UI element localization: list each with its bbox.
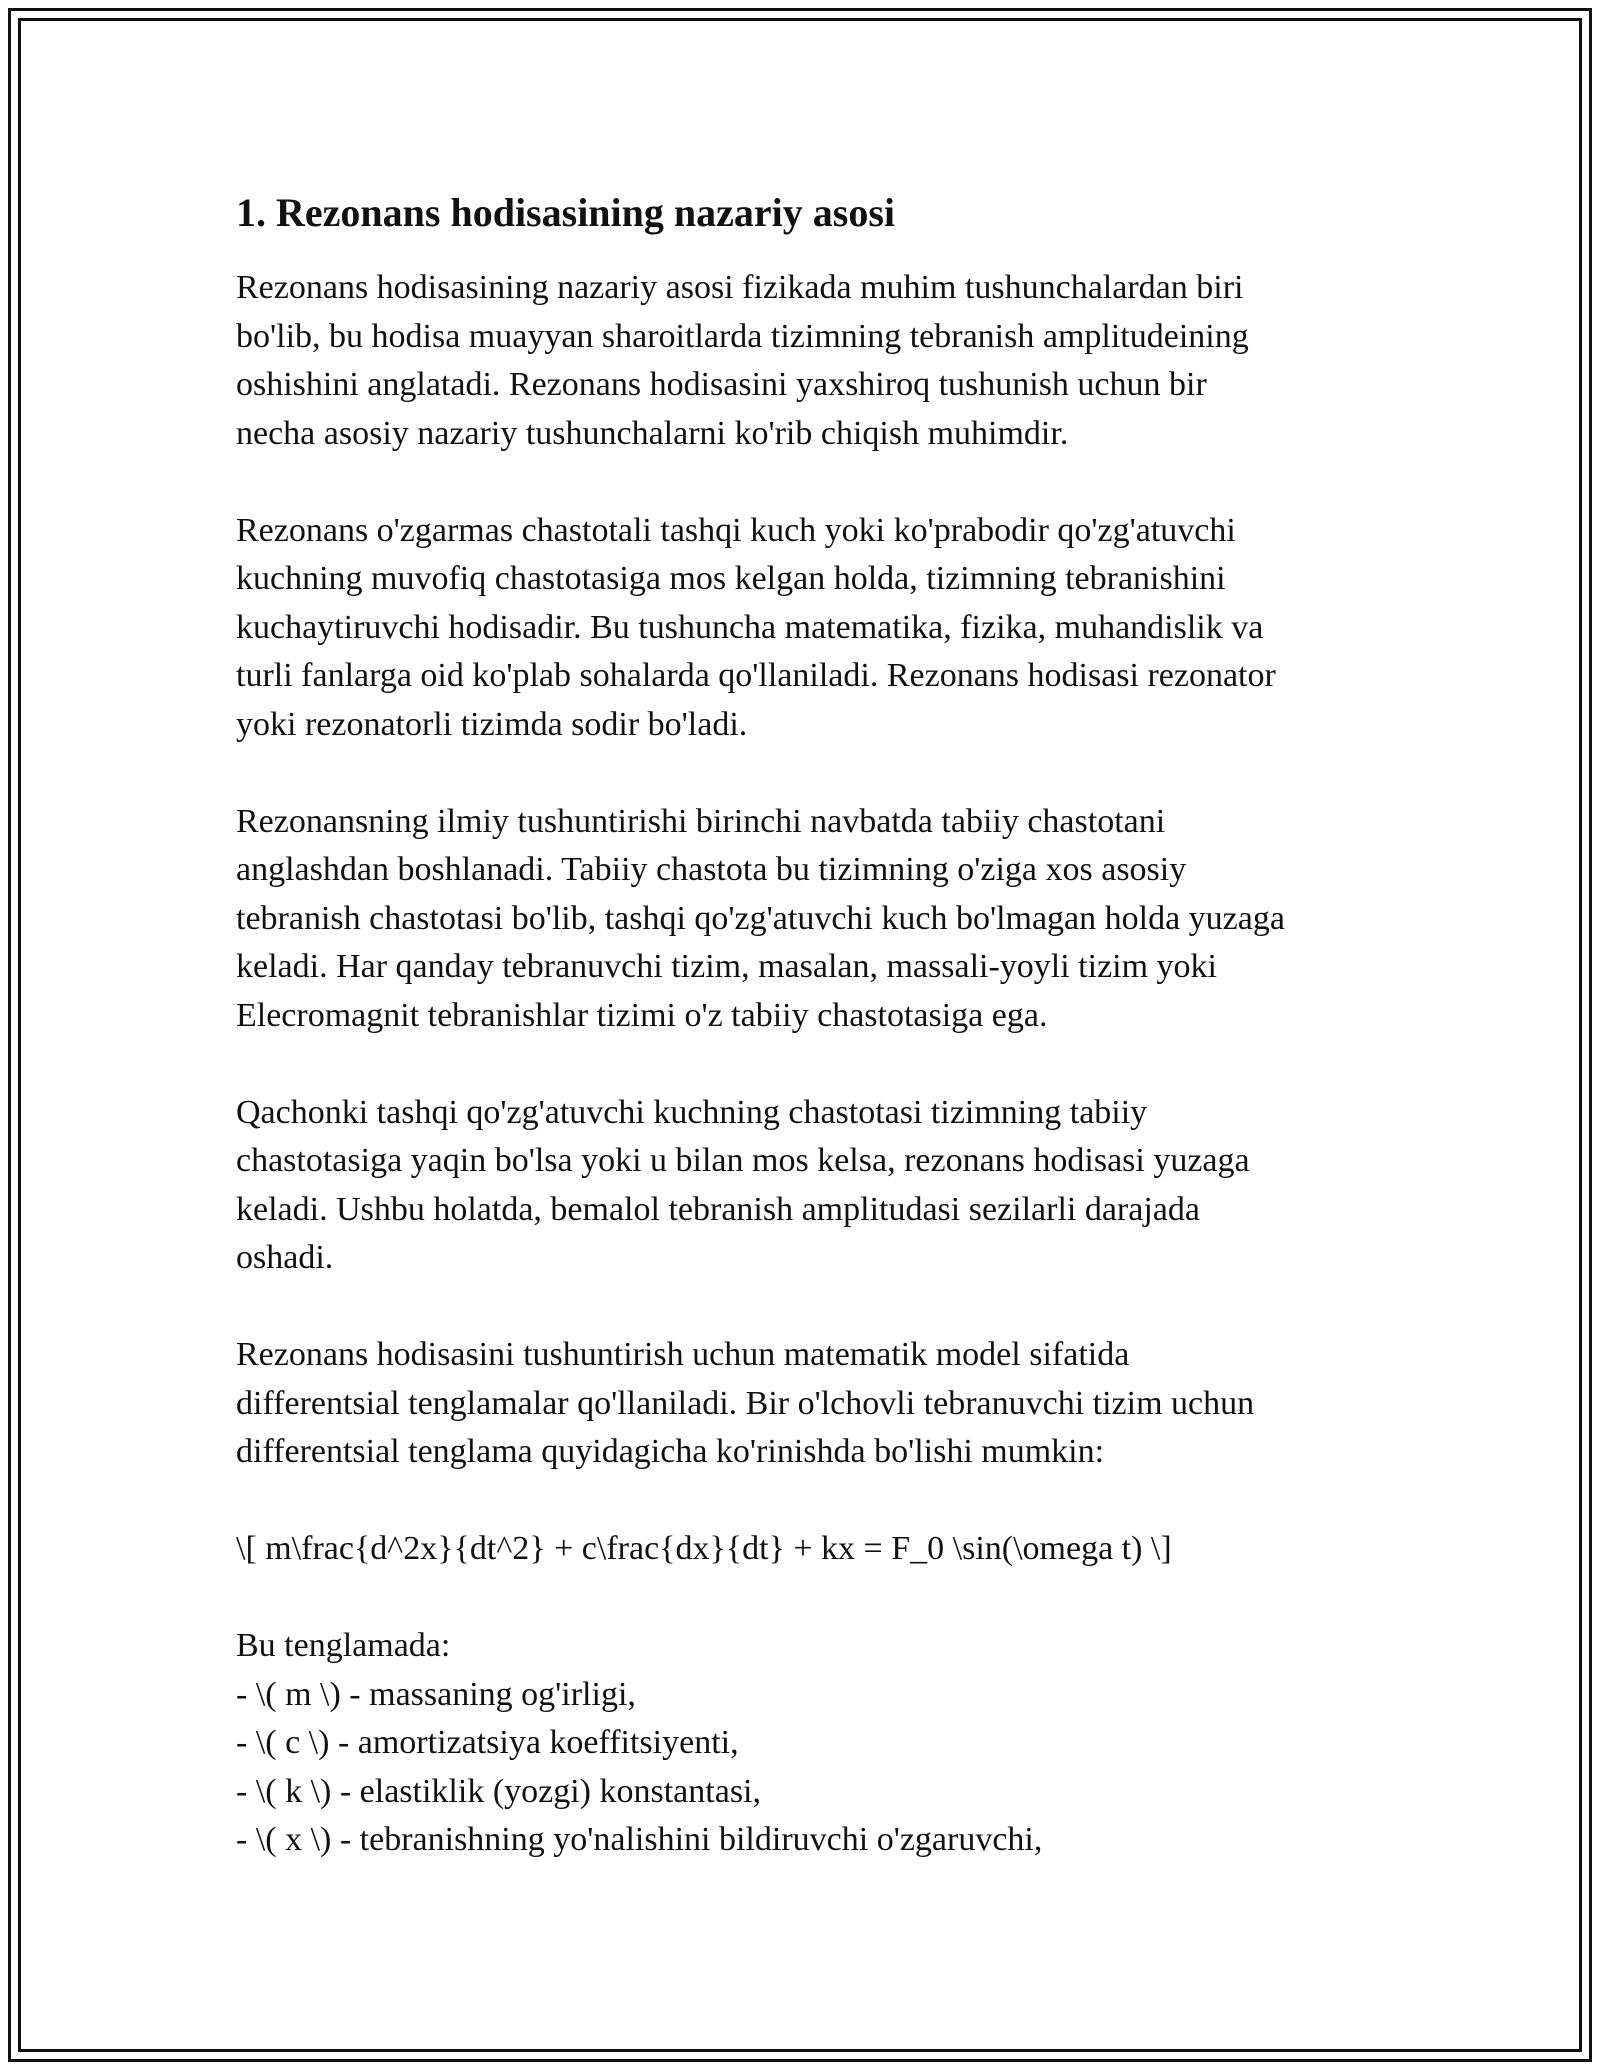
list-item: - \( m \) - massaning og'irligi,	[236, 1675, 636, 1713]
list-heading: Bu tenglamada:	[236, 1627, 451, 1664]
text-line: kuchning muvofiq chastotasiga mos kelgan holda, tizimning tebranishini	[236, 560, 1226, 597]
equation	[236, 1525, 1386, 1574]
paragraph-resonance-condition	[236, 1089, 1386, 1283]
text-line: anglashdan boshlanadi. Tabiiy chastota bu tizimning o'ziga xos asosiy	[236, 851, 1187, 888]
text-line: yoki rezonatorli tizimda sodir bo'ladi.	[236, 705, 748, 743]
text-line: Qachonki tashqi qo'zg'atuvchi kuchning chastotasi tizimning tabiiy	[236, 1093, 1148, 1131]
text-line: keladi. Ushbu holatda, bemalol tebranish amplitudasi sezilarli darajada	[236, 1190, 1200, 1228]
paragraph-natural-frequency	[236, 798, 1386, 1041]
text-line: necha asosiy nazariy tushunchalarni ko'rib chiqish muhimdir.	[236, 414, 1069, 452]
text-line: keladi. Har qanday tebranuvchi tizim, masalan, massali-yoyli tizim yoki	[236, 948, 1218, 985]
text-line: bo'lib, bu hodisa muayyan sharoitlarda tizimning tebranish amplitudeining	[236, 317, 1249, 355]
paragraph-math-model	[236, 1331, 1386, 1477]
text-line: Rezonans hodisasini tushuntirish uchun matematik model sifatida	[236, 1336, 1130, 1373]
list-item: - \( x \) - tebranishning yo'nalishini bildiruvchi o'zgaruvchi,	[236, 1821, 1043, 1858]
text-line: Rezonansning ilmiy tushuntirishi birinchi navbatda tabiiy chastotani	[236, 802, 1166, 840]
section-heading: 1. Rezonans hodisasining nazariy asosi	[236, 190, 896, 235]
text-line: chastotasiga yaqin bo'lsa yoki u bilan mos kelsa, rezonans hodisasi yuzaga	[236, 1142, 1250, 1179]
variable-list	[236, 1622, 1386, 1865]
equation-line: \[ m\frac{d^2x}{dt^2} + c\frac{dx}{dt} + kx = F_0 \sin(\omega t) \]	[236, 1530, 1172, 1567]
text-line: turli fanlarga oid ko'plab sohalarda qo'llaniladi. Rezonans hodisasi rezonator	[236, 657, 1276, 694]
list-item: - \( k \) - elastiklik (yozgi) konstantasi,	[236, 1772, 761, 1810]
list-item: - \( c \) - amortizatsiya koeffitsiyenti,	[236, 1724, 739, 1761]
text-line: oshishini anglatadi. Rezonans hodisasini yaxshiroq tushunish uchun bir	[236, 366, 1207, 403]
text-line: differentsial tenglamalar qo'llaniladi. Bir o'lchovli tebranuvchi tizim uchun	[236, 1384, 1255, 1422]
text-line: Elecromagnit tebranishlar tizimi o'z tabiiy chastotasiga ega.	[236, 996, 1048, 1034]
document-body	[236, 184, 1386, 1865]
paragraph-definition	[236, 507, 1386, 750]
text-line: differentsial tenglama quyidagicha ko'rinishda bo'lishi mumkin:	[236, 1433, 1105, 1470]
text-line: Rezonans o'zgarmas chastotali tashqi kuch yoki ko'prabodir qo'zg'atuvchi	[236, 511, 1236, 549]
text-line: oshadi.	[236, 1239, 334, 1276]
text-line: tebranish chastotasi bo'lib, tashqi qo'zg'atuvchi kuch bo'lmagan holda yuzaga	[236, 899, 1285, 937]
paragraph-intro	[236, 264, 1386, 458]
text-line: Rezonans hodisasining nazariy asosi fizikada muhim tushunchalardan biri	[236, 269, 1244, 306]
text-line: kuchaytiruvchi hodisadir. Bu tushuncha matematika, fizika, muhandislik va	[236, 608, 1264, 646]
